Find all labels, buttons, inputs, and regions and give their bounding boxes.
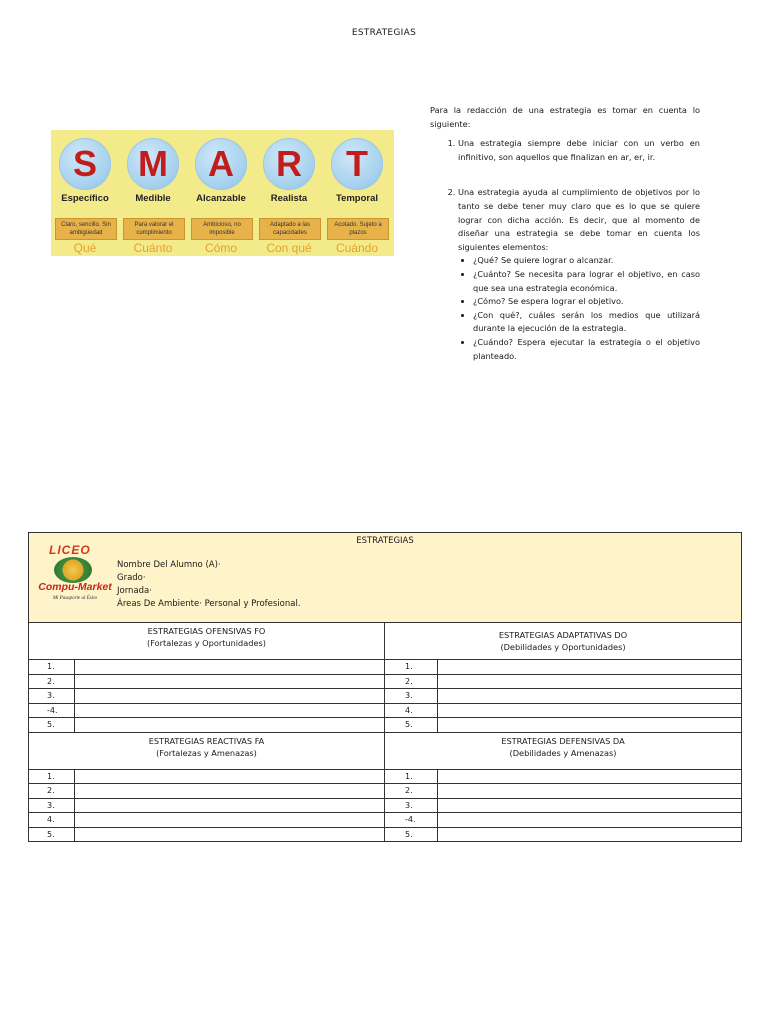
- row-left: [29, 813, 385, 827]
- element-con-que: • ¿Con qué?, cuáles serán los medios que utilizará durante la ejecución de la estrategia.: [473, 309, 700, 336]
- smart-circle: [127, 138, 179, 190]
- row-number: 2.: [29, 784, 75, 798]
- row-number: 1.: [385, 770, 438, 784]
- entry-cell[interactable]: [438, 813, 741, 827]
- element-que: • ¿Qué? Se quiere lograr o alcanzar.: [473, 254, 700, 268]
- header-do: [385, 623, 741, 659]
- smart-circle: [195, 138, 247, 190]
- entry-cell[interactable]: [75, 704, 384, 718]
- smart-question: Cuánto: [133, 241, 173, 255]
- entry-cell[interactable]: [438, 718, 741, 732]
- instructions: [430, 104, 700, 363]
- row-number: 5.: [29, 828, 75, 842]
- smart-description: Ambicioso, no imposible: [191, 218, 253, 240]
- row-number: -4.: [29, 704, 75, 718]
- table-row: [29, 784, 741, 799]
- page-title: ESTRATEGIAS: [351, 28, 417, 38]
- row-right: [385, 784, 741, 798]
- entry-cell[interactable]: [438, 770, 741, 784]
- smart-letter: S: [72, 143, 97, 184]
- logo-badge-icon: [54, 557, 92, 583]
- row-right: [385, 704, 741, 718]
- table-row: [29, 689, 741, 704]
- smart-circle: [331, 138, 383, 190]
- table-row: [29, 828, 741, 842]
- row-left: [29, 704, 385, 718]
- entry-cell[interactable]: [75, 675, 384, 689]
- entry-cell[interactable]: [438, 704, 741, 718]
- section-header-fa-da: [29, 733, 741, 770]
- smart-question: Qué: [73, 241, 97, 255]
- smart-word: Realista: [270, 193, 308, 204]
- smart-letter: R: [276, 143, 302, 184]
- entry-cell[interactable]: [438, 660, 741, 674]
- element-como: • ¿Cómo? Se espera lograr el objetivo.: [473, 295, 700, 309]
- row-number: 2.: [385, 784, 438, 798]
- table-row: [29, 813, 741, 828]
- row-right: [385, 770, 741, 784]
- smart-column-r: [255, 130, 323, 256]
- smart-column-a: [187, 130, 255, 256]
- row-number: 1.: [29, 660, 75, 674]
- fo-subtitle: (Fortalezas y Oportunidades): [147, 638, 266, 648]
- smart-question: Cuándo: [335, 241, 379, 255]
- element-cuando: • ¿Cuándo? Espera ejecutar la estrategia o el objetivo planteado.: [473, 336, 700, 363]
- smart-column-s: [51, 130, 119, 256]
- row-number: 5.: [385, 828, 438, 842]
- row-left: [29, 689, 385, 703]
- row-left: [29, 828, 385, 842]
- smart-word: Temporal: [335, 193, 379, 204]
- row-number: 2.: [29, 675, 75, 689]
- smart-circle: [59, 138, 111, 190]
- entry-cell[interactable]: [75, 799, 384, 813]
- entry-cell[interactable]: [75, 770, 384, 784]
- row-right: [385, 718, 741, 732]
- do-title: ESTRATEGIAS ADAPTATIVAS DO: [498, 630, 628, 640]
- entry-cell[interactable]: [75, 718, 384, 732]
- do-subtitle: (Debilidades y Oportunidades): [500, 642, 626, 652]
- entry-cell[interactable]: [75, 689, 384, 703]
- row-left: [29, 770, 385, 784]
- row-number: 3.: [29, 689, 75, 703]
- smart-graphic: [51, 130, 394, 256]
- row-right: [385, 660, 741, 674]
- smart-column-m: [119, 130, 187, 256]
- entry-cell[interactable]: [438, 689, 741, 703]
- smart-letter: M: [138, 143, 168, 184]
- header-fa: [29, 733, 385, 769]
- row-number: 5.: [385, 718, 438, 732]
- smart-question: Cómo: [204, 241, 237, 255]
- da-title: ESTRATEGIAS DEFENSIVAS DA: [501, 735, 625, 746]
- field-areas: Áreas De Ambiente· Personal y Profesional.: [117, 599, 301, 609]
- row-right: [385, 799, 741, 813]
- table-title: ESTRATEGIAS: [356, 536, 414, 546]
- field-nombre: Nombre Del Alumno (A)·: [117, 560, 221, 570]
- smart-description: Acotado. Sujeto a plazos: [327, 218, 389, 240]
- table-row: [29, 704, 741, 719]
- entry-cell[interactable]: [75, 828, 384, 842]
- fa-title: ESTRATEGIAS REACTIVAS FA: [148, 735, 265, 746]
- da-subtitle: (Debilidades y Amenazas): [509, 747, 617, 758]
- section-header-fo-do: [29, 623, 741, 660]
- table-row: [29, 770, 741, 785]
- instruction-item-2: [458, 186, 700, 363]
- row-number: 4.: [385, 704, 438, 718]
- smart-column-t: [323, 130, 391, 256]
- logo-liceo-text: LICEO: [49, 543, 91, 557]
- row-left: [29, 660, 385, 674]
- entry-cell[interactable]: [438, 784, 741, 798]
- smart-letter: A: [208, 143, 234, 184]
- entry-cell[interactable]: [438, 828, 741, 842]
- smart-description: Adaptado a las capacidades: [259, 218, 321, 240]
- row-number: 2.: [385, 675, 438, 689]
- row-number: 5.: [29, 718, 75, 732]
- row-left: [29, 675, 385, 689]
- row-number: 1.: [29, 770, 75, 784]
- logo-tagline: Mi Pasaporte al Éxito: [52, 596, 98, 601]
- entry-cell[interactable]: [75, 784, 384, 798]
- fa-subtitle: (Fortalezas y Amenazas): [156, 747, 257, 758]
- smart-circle: [263, 138, 315, 190]
- school-logo: [35, 543, 115, 613]
- row-right: [385, 689, 741, 703]
- smart-letter: T: [346, 143, 368, 184]
- row-left: [29, 799, 385, 813]
- header-da: [385, 733, 741, 769]
- table-header: [29, 533, 741, 623]
- row-left: [29, 718, 385, 732]
- field-grado: Grado·: [117, 573, 146, 583]
- smart-description: Claro, sencillo. Sin ambigüedad: [55, 218, 117, 240]
- instruction-item-2-text: Una estrategia ayuda al cumplimiento de objetivos por lo tanto se debe tener muy claro que es lo que se quiere lograr con dicha acción. Es decir, que al momento de diseñar una estrategia se debe tomar en cuenta los siguientes elementos:: [458, 187, 700, 252]
- smart-word: Medible: [135, 193, 171, 204]
- entry-cell[interactable]: [75, 660, 384, 674]
- header-fo: [29, 623, 385, 659]
- table-row: [29, 718, 741, 733]
- entry-cell[interactable]: [438, 799, 741, 813]
- smart-description: Para valorar el cumplimiento: [123, 218, 185, 240]
- row-right: [385, 675, 741, 689]
- student-fields: [117, 559, 301, 611]
- row-right: [385, 813, 741, 827]
- row-number: 1.: [385, 660, 438, 674]
- fo-title: ESTRATEGIAS OFENSIVAS FO: [147, 626, 266, 636]
- row-number: 3.: [385, 689, 438, 703]
- row-left: [29, 784, 385, 798]
- table-row: [29, 660, 741, 675]
- instructions-list: [430, 137, 700, 363]
- element-cuanto: • ¿Cuánto? Se necesita para lograr el objetivo, en caso que sea una estrategia económica.: [473, 268, 700, 295]
- table-row: [29, 799, 741, 814]
- row-number: 3.: [29, 799, 75, 813]
- entry-cell[interactable]: [438, 675, 741, 689]
- logo-name: Compu-Market: [38, 581, 112, 593]
- strategy-table: [28, 532, 742, 842]
- field-jornada: Jornada·: [117, 586, 152, 596]
- row-number: -4.: [385, 813, 438, 827]
- row-number: 3.: [385, 799, 438, 813]
- elements-list: [458, 254, 700, 363]
- smart-word: Específico: [61, 193, 109, 204]
- entry-cell[interactable]: [75, 813, 384, 827]
- instruction-item-1: 1. Una estrategia siempre debe iniciar con un verbo en infinitivo, son aquellos que finalizan en ar, er, ir.: [458, 137, 700, 164]
- row-number: 4.: [29, 813, 75, 827]
- smart-word: Alcanzable: [196, 193, 246, 204]
- row-right: [385, 828, 741, 842]
- smart-question: Con qué: [266, 241, 312, 255]
- table-row: [29, 675, 741, 690]
- instructions-intro: Para la redacción de una estrategia es tomar en cuenta lo siguiente:: [430, 105, 700, 129]
